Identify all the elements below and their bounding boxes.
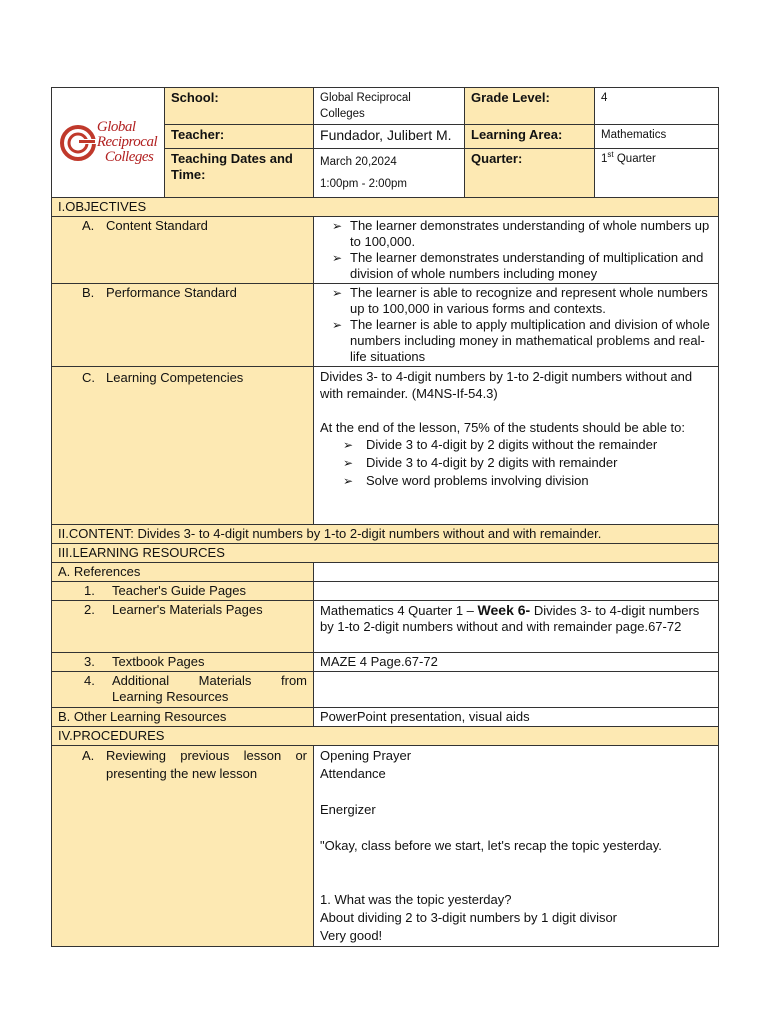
additional-materials-value: [314, 672, 719, 708]
school-label: School:: [165, 88, 314, 125]
additional-materials-label: [52, 672, 314, 708]
item-number: 4.: [84, 673, 95, 688]
question-text: 1. What was the topic yesterday?: [320, 892, 512, 907]
teacher-label: Teacher:: [165, 125, 314, 149]
list-item: ➢ Solve word problems involving division: [340, 472, 712, 490]
prayer-text: Opening Prayer: [320, 748, 412, 763]
area-label: Learning Area:: [465, 125, 595, 149]
performance-standard-letter: B.: [82, 285, 95, 300]
list-item: ➢ The learner demonstrates understanding of whole numbers up to 100,000.: [320, 218, 712, 250]
reviewing-lesson-value: [314, 746, 719, 947]
other-resources-label: B. Other Learning Resources: [52, 708, 314, 727]
attendance-text: Attendance: [320, 766, 386, 781]
quarter-number: 1: [601, 153, 608, 165]
performance-standard-label: [52, 284, 314, 367]
logo-line-1: Global: [96, 119, 136, 135]
lesson-plan-table: [51, 87, 719, 947]
procedure-label-line-1: Reviewing previous lesson or: [106, 748, 308, 763]
procedures-heading: IV.PROCEDURES: [52, 727, 719, 746]
praise-text: Very good!: [320, 928, 383, 943]
list-item: ➢ Divide 3 to 4-digit by 2 digits with remainder: [340, 454, 712, 472]
logo-emblem-icon: [59, 122, 97, 164]
other-resources-value: PowerPoint presentation, visual aids: [314, 708, 719, 727]
content-standard-letter: A.: [82, 218, 95, 233]
materials-week: Week 6-: [477, 602, 531, 618]
content-standard-value: [314, 217, 719, 284]
competencies-text: Learning Competencies: [106, 370, 244, 385]
reviewing-lesson-label: [52, 746, 314, 947]
list-item: ➢ The learner demonstrates understanding of multiplication and division of whole numbers including money: [320, 250, 712, 282]
time-value: 1:00pm - 2:00pm: [320, 178, 407, 190]
learners-materials-label: [52, 601, 314, 653]
quarter-suffix: st: [607, 150, 614, 160]
recap-text: "Okay, class before we start, let's recap the topic yesterday.: [320, 838, 662, 853]
quarter-word: Quarter: [613, 153, 656, 165]
textbook-value: MAZE 4 Page.67-72: [314, 653, 719, 672]
grade-value: 4: [595, 88, 719, 125]
logo-line-2: Reciprocal: [96, 134, 158, 150]
item-number: 2.: [84, 602, 95, 617]
competencies-letter: C.: [82, 370, 95, 385]
materials-suffix: Divides 3- to 4-digit numbers by 1-to 2-digit numbers without and with remainder page.67-72: [320, 603, 700, 634]
school-value: Global Reciprocal Colleges: [314, 88, 465, 125]
quarter-value: [595, 149, 719, 198]
performance-standard-text: Performance Standard: [106, 285, 237, 300]
item-label-line-1: Additional Materials from: [112, 673, 308, 688]
objectives-heading: I.OBJECTIVES: [52, 198, 719, 217]
learners-materials-value: [314, 601, 719, 653]
references-value: [314, 563, 719, 582]
area-value: Mathematics: [595, 125, 719, 149]
logo-line-3: Colleges: [104, 149, 154, 165]
teachers-guide-value: [314, 582, 719, 601]
references-label: A. References: [52, 563, 314, 582]
content-standard-text: Content Standard: [106, 218, 208, 233]
materials-prefix: Mathematics 4 Quarter 1 –: [320, 603, 478, 618]
performance-standard-value: [314, 284, 719, 367]
dates-label: Teaching Dates and Time:: [165, 149, 314, 198]
item-number: 3.: [84, 654, 95, 669]
competencies-label: [52, 367, 314, 525]
item-label: Learner's Materials Pages: [112, 602, 263, 617]
content-standard-label: [52, 217, 314, 284]
energizer-text: Energizer: [320, 802, 376, 817]
item-label: Textbook Pages: [112, 654, 205, 669]
quarter-label: Quarter:: [465, 149, 595, 198]
procedure-letter: A.: [82, 748, 95, 763]
resources-heading: III.LEARNING RESOURCES: [52, 544, 719, 563]
list-item: ➢ Divide 3 to 4-digit by 2 digits without the remainder: [340, 436, 712, 454]
competencies-value: [314, 367, 719, 525]
school-logo: [52, 88, 165, 198]
date-value: March 20,2024: [320, 156, 397, 168]
teacher-value: Fundador, Julibert M.: [314, 125, 465, 149]
item-label: Teacher's Guide Pages: [112, 583, 247, 598]
competency-goal-text: At the end of the lesson, 75% of the students should be able to:: [320, 420, 685, 435]
dates-value: [314, 149, 465, 198]
teachers-guide-label: [52, 582, 314, 601]
list-item: ➢ The learner is able to apply multiplication and division of whole numbers including money in mathematical problems and real-life situations: [320, 317, 712, 365]
item-number: 1.: [84, 583, 95, 598]
answer-text: About dividing 2 to 3-digit numbers by 1 digit divisor: [320, 910, 618, 925]
content-heading: II.CONTENT: Divides 3- to 4-digit numbers by 1-to 2-digit numbers without and with remainder.: [52, 525, 719, 544]
textbook-label: [52, 653, 314, 672]
competency-code-text: Divides 3- to 4-digit numbers by 1-to 2-digit numbers without and with remainder. (M4NS-If-54.3): [320, 369, 693, 401]
item-label-line-2: Learning Resources: [112, 689, 229, 704]
list-item: ➢ The learner is able to recognize and represent whole numbers up to 100,000 in various forms and contexts.: [320, 285, 712, 317]
grade-label: Grade Level:: [465, 88, 595, 125]
procedure-label-line-2: presenting the new lesson: [106, 766, 258, 781]
lesson-plan-page: [51, 87, 718, 947]
